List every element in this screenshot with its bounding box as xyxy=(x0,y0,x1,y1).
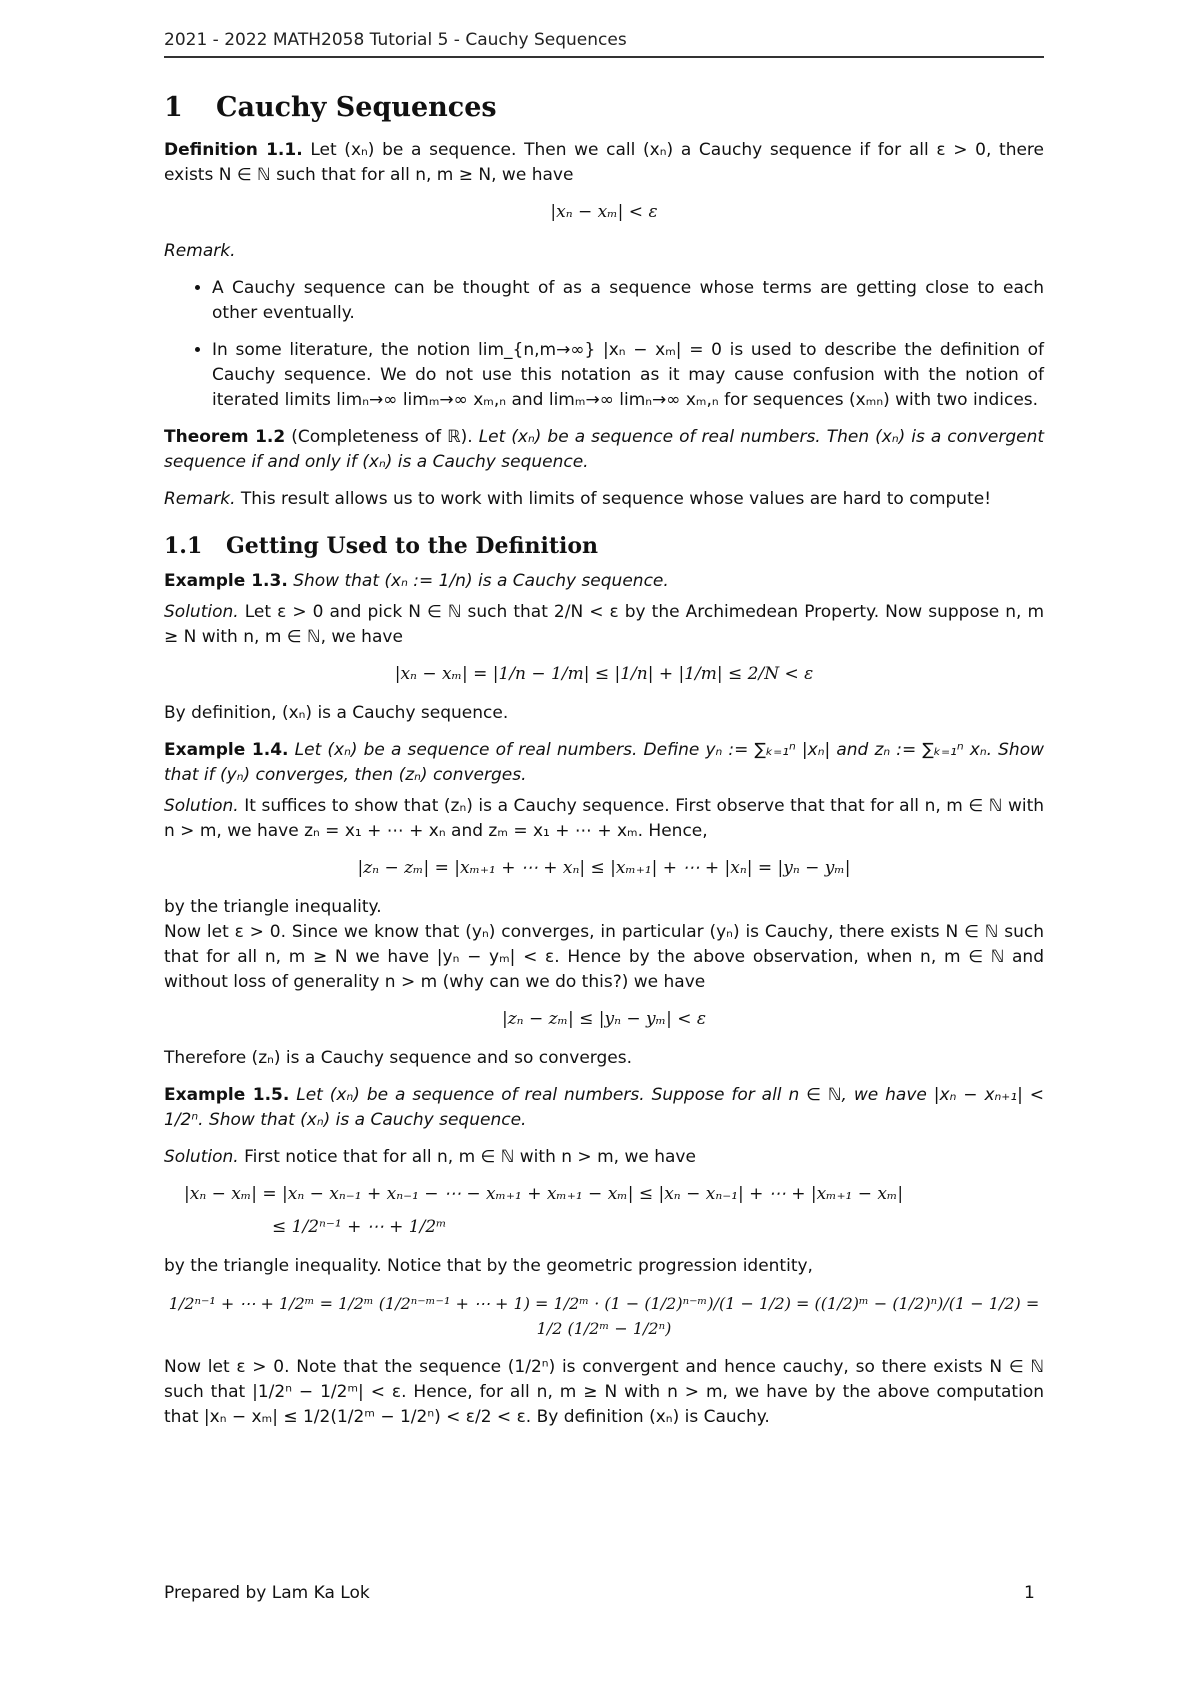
example-statement: Show that (xₙ := 1/n) is a Cauchy sequence. xyxy=(293,571,669,591)
page-number: 1 xyxy=(1024,1583,1035,1603)
remark-label: Remark. xyxy=(164,489,236,509)
section-heading xyxy=(164,92,1044,123)
subsection-heading xyxy=(164,534,1044,559)
section-number: 1 xyxy=(164,92,183,123)
example-1-3 xyxy=(164,569,1044,594)
example-label: Example 1.4. xyxy=(164,740,289,760)
footer-author: Prepared by Lam Ka Lok xyxy=(164,1583,370,1603)
remark-label: Remark. xyxy=(164,241,236,261)
running-header: 2021 - 2022 MATH2058 Tutorial 5 - Cauchy Sequences xyxy=(164,30,627,50)
example-statement: Let (xₙ) be a sequence of real numbers. Suppose for all n ∈ ℕ, we have |xₙ − xₙ₊₁| < 1/2ⁿ. Show that (xₙ) is a Cauchy sequence. xyxy=(164,1085,1044,1130)
display-equation: 1/2ⁿ⁻¹ + ⋯ + 1/2ᵐ = 1/2ᵐ (1/2ⁿ⁻ᵐ⁻¹ + ⋯ + 1) = 1/2ᵐ · (1 − (1/2)ⁿ⁻ᵐ)/(1 − 1/2) = ((1/2)ᵐ − (1/2)ⁿ)/(1 − 1/2) = 1/2 (1/2ᵐ − 1/2ⁿ) xyxy=(168,1294,1040,1338)
definition-text: Let (xₙ) be a sequence. Then we call (xₙ) a Cauchy sequence if for all ε > 0, there exists N ∈ ℕ such that for all n, m ≥ N, we have xyxy=(164,140,1044,185)
example-label: Example 1.3. xyxy=(164,571,288,591)
display-equation: |zₙ − zₘ| = |xₘ₊₁ + ⋯ + xₙ| ≤ |xₘ₊₁| + ⋯ + |xₙ| = |yₙ − yₘ| xyxy=(357,858,851,878)
conclusion-text: By definition, (xₙ) is a Cauchy sequence. xyxy=(164,703,509,723)
header-rule xyxy=(164,56,1044,58)
solution-text: It suffices to show that (zₙ) is a Cauchy sequence. First observe that that for all n, m ∈ ℕ with n > m, we have zₙ = x₁ + ⋯ + xₙ and zₘ = x₁ + ⋯ + xₘ. Hence, xyxy=(164,796,1045,841)
example-statement: Let (xₙ) be a sequence of real numbers. Define yₙ := ∑ₖ₌₁ⁿ |xₙ| and zₙ := ∑ₖ₌₁ⁿ xₙ. Show that if (yₙ) converges, then (zₙ) converges. xyxy=(164,740,1045,785)
solution-text: First notice that for all n, m ∈ ℕ with n > m, we have xyxy=(244,1147,696,1167)
subsection-title: Getting Used to the Definition xyxy=(226,533,599,559)
example-1-5 xyxy=(164,1083,1044,1133)
theorem-label: Theorem 1.2 xyxy=(164,427,286,447)
section-title: Cauchy Sequences xyxy=(216,92,497,123)
remark-text: This result allows us to work with limits of sequence whose values are hard to compute! xyxy=(240,489,992,509)
display-equation: |zₙ − zₘ| ≤ |yₙ − yₘ| < ε xyxy=(502,1009,706,1029)
remark-bullet: • In some literature, the notion lim_{n,m→∞} |xₙ − xₘ| = 0 is used to describe the definition of Cauchy sequence. We do not use this notation as it may cause confusion with the notion of iterated limits limₙ→∞ limₘ→∞ xₘ,ₙ and limₘ→∞ limₙ→∞ xₘ,ₙ for sequences (xₘₙ) with two indices. xyxy=(212,338,1044,413)
solution-label: Solution. xyxy=(164,602,239,622)
remark-bullet: • A Cauchy sequence can be thought of as a sequence whose terms are getting close to each other eventually. xyxy=(212,276,1044,326)
text-line: by the triangle inequality. xyxy=(164,897,382,917)
theorem-paren: (Completeness of ℝ). xyxy=(291,427,473,447)
remark-2 xyxy=(164,487,1044,512)
subsection-number: 1.1 xyxy=(164,533,203,559)
example-label: Example 1.5. xyxy=(164,1085,290,1105)
display-equation: ≤ 1/2ⁿ⁻¹ + ⋯ + 1/2ᵐ xyxy=(272,1217,447,1237)
display-equation: |xₙ − xₘ| < ε xyxy=(550,202,658,222)
display-equation: |xₙ − xₘ| = |xₙ − xₙ₋₁ + xₙ₋₁ − ⋯ − xₘ₊₁ + xₘ₊₁ − xₘ| ≤ |xₙ − xₙ₋₁| + ⋯ + |xₘ₊₁ − xₘ| xyxy=(184,1184,904,1204)
text-line: by the triangle inequality. Notice that by the geometric progression identity, xyxy=(164,1256,813,1276)
example-1-4 xyxy=(164,738,1044,788)
solution-text: Let ε > 0 and pick N ∈ ℕ such that 2/N < ε by the Archimedean Property. Now suppose n, m ≥ N with n, m ∈ ℕ, we have xyxy=(164,602,1045,647)
solution-label: Solution. xyxy=(164,1147,239,1167)
solution-1-3 xyxy=(164,600,1044,650)
theorem-1-2 xyxy=(164,425,1044,475)
solution-1-5 xyxy=(164,1145,1044,1170)
display-equation: |xₙ − xₘ| = |1/n − 1/m| ≤ |1/n| + |1/m| ≤ 2/N < ε xyxy=(394,664,814,684)
theorem-text: Let (xₙ) be a sequence of real numbers. Then (xₙ) is a convergent sequence if and only if (xₙ) is a Cauchy sequence. xyxy=(164,427,1045,472)
solution-1-4 xyxy=(164,794,1044,844)
definition-1-1 xyxy=(164,138,1044,188)
definition-label: Definition 1.1. xyxy=(164,140,303,160)
paragraph: Now let ε > 0. Since we know that (yₙ) converges, in particular (yₙ) is Cauchy, there exists N ∈ ℕ such that for all n, m ≥ N we have |yₙ − yₘ| < ε. Hence by the above observation, when n, m ∈ ℕ and without loss of generality n > m (why can we do this?) we have xyxy=(164,922,1044,992)
remark-list xyxy=(164,276,1044,413)
paragraph: Now let ε > 0. Note that the sequence (1/2ⁿ) is convergent and hence cauchy, so there exists N ∈ ℕ such that |1/2ⁿ − 1/2ᵐ| < ε. Hence, for all n, m ≥ N with n > m, we have by the above computation that |xₙ − xₘ| ≤ 1/2(1/2ᵐ − 1/2ⁿ) < ε/2 < ε. By definition (xₙ) is Cauchy. xyxy=(164,1357,1044,1427)
document-body xyxy=(164,92,1045,1442)
conclusion-text: Therefore (zₙ) is a Cauchy sequence and so converges. xyxy=(164,1048,632,1068)
solution-label: Solution. xyxy=(164,796,239,816)
